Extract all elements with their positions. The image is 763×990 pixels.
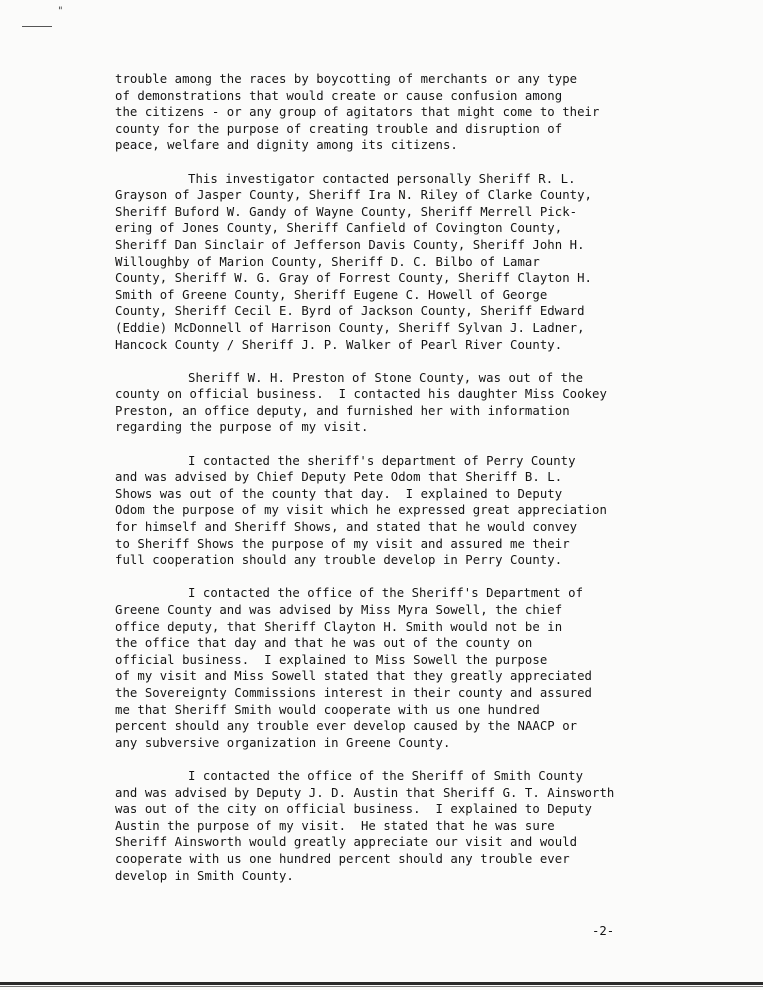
text-line: Grayson of Jasper County, Sheriff Ira N. Riley of Clarke County, — [115, 188, 593, 203]
text-line: County, Sheriff Cecil E. Byrd of Jackson County, Sheriff Edward — [115, 304, 585, 319]
text-line: Odom the purpose of my visit which he expressed great appreciation — [115, 503, 607, 518]
text-line: Sheriff W. H. Preston of Stone County, was out of the — [188, 370, 584, 385]
text-line: regarding the purpose of my visit. — [115, 420, 369, 435]
paragraph — [115, 171, 715, 354]
text-line: was out of the city on official business. I explained to Deputy — [115, 802, 593, 817]
text-line: and was advised by Chief Deputy Pete Odom that Sheriff B. L. — [115, 470, 563, 485]
text-line: Preston, an office deputy, and furnished her with information — [115, 403, 570, 418]
page-bottom-rule-thin — [0, 986, 763, 987]
scan-artifact-dash — [22, 26, 52, 27]
text-line: of my visit and Miss Sowell stated that they greatly appreciated — [115, 669, 593, 684]
scan-mark: " — [58, 6, 63, 17]
text-line: and was advised by Deputy J. D. Austin that Sheriff G. T. Ainsworth — [115, 785, 615, 800]
page-bottom-rule — [0, 982, 763, 985]
text-line: to Sheriff Shows the purpose of my visit and assured me their — [115, 536, 570, 551]
text-line: Hancock County / Sheriff J. P. Walker of Pearl River County. — [115, 337, 563, 352]
text-line: cooperate with us one hundred percent should any trouble ever — [115, 851, 570, 866]
text-line: office deputy, that Sheriff Clayton H. Smith would not be in — [115, 619, 563, 634]
text-line: county on official business. I contacted his daughter Miss Cookey — [115, 387, 607, 402]
text-line: (Eddie) McDonnell of Harrison County, Sheriff Sylvan J. Ladner, — [115, 320, 585, 335]
text-line: the office that day and that he was out of the county on — [115, 636, 533, 651]
paragraph — [115, 71, 715, 154]
text-line: me that Sheriff Smith would cooperate with us one hundred — [115, 702, 540, 717]
text-line: I contacted the office of the Sheriff's Department of — [188, 586, 584, 601]
document-body — [115, 71, 715, 901]
text-line: Smith of Greene County, Sheriff Eugene C. Howell of George — [115, 287, 548, 302]
paragraph — [115, 585, 715, 751]
paragraph — [115, 768, 715, 884]
text-line: Sheriff Buford W. Gandy of Wayne County, Sheriff Merrell Pick- — [115, 204, 578, 219]
page-number: -2- — [592, 924, 615, 938]
text-line: official business. I explained to Miss Sowell the purpose — [115, 652, 548, 667]
text-line: percent should any trouble ever develop caused by the NAACP or — [115, 719, 578, 734]
text-line: full cooperation should any trouble develop in Perry County. — [115, 553, 563, 568]
text-line: ering of Jones County, Sheriff Canfield of Covington County, — [115, 221, 563, 236]
text-line: I contacted the sheriff's department of Perry County — [188, 453, 576, 468]
text-line: any subversive organization in Greene County. — [115, 735, 451, 750]
text-line: Sheriff Ainsworth would greatly appreciate our visit and would — [115, 835, 578, 850]
text-line: Sheriff Dan Sinclair of Jefferson Davis County, Sheriff John H. — [115, 237, 585, 252]
paragraph — [115, 453, 715, 569]
text-line: I contacted the office of the Sheriff of Smith County — [188, 768, 584, 783]
text-line: Greene County and was advised by Miss Myra Sowell, the chief — [115, 603, 563, 617]
text-line: peace, welfare and dignity among its citizens. — [115, 138, 458, 153]
text-line: the Sovereignty Commissions interest in their county and assured — [115, 685, 593, 700]
text-line: for himself and Sheriff Shows, and stated that he would convey — [115, 520, 578, 535]
text-line: of demonstrations that would create or cause confusion among — [115, 88, 563, 103]
text-line: county for the purpose of creating trouble and disruption of — [115, 121, 563, 136]
paragraph — [115, 370, 715, 436]
text-line: the citizens - or any group of agitators that might come to their — [115, 105, 600, 120]
text-line: develop in Smith County. — [115, 868, 294, 883]
text-line: trouble among the races by boycotting of merchants or any type — [115, 72, 578, 86]
text-line: This investigator contacted personally Sheriff R. L. — [188, 171, 576, 186]
text-line: Willoughby of Marion County, Sheriff D. C. Bilbo of Lamar — [115, 254, 540, 269]
text-line: Shows was out of the county that day. I explained to Deputy — [115, 486, 563, 501]
text-line: Austin the purpose of my visit. He stated that he was sure — [115, 818, 555, 833]
text-line: County, Sheriff W. G. Gray of Forrest County, Sheriff Clayton H. — [115, 271, 593, 286]
